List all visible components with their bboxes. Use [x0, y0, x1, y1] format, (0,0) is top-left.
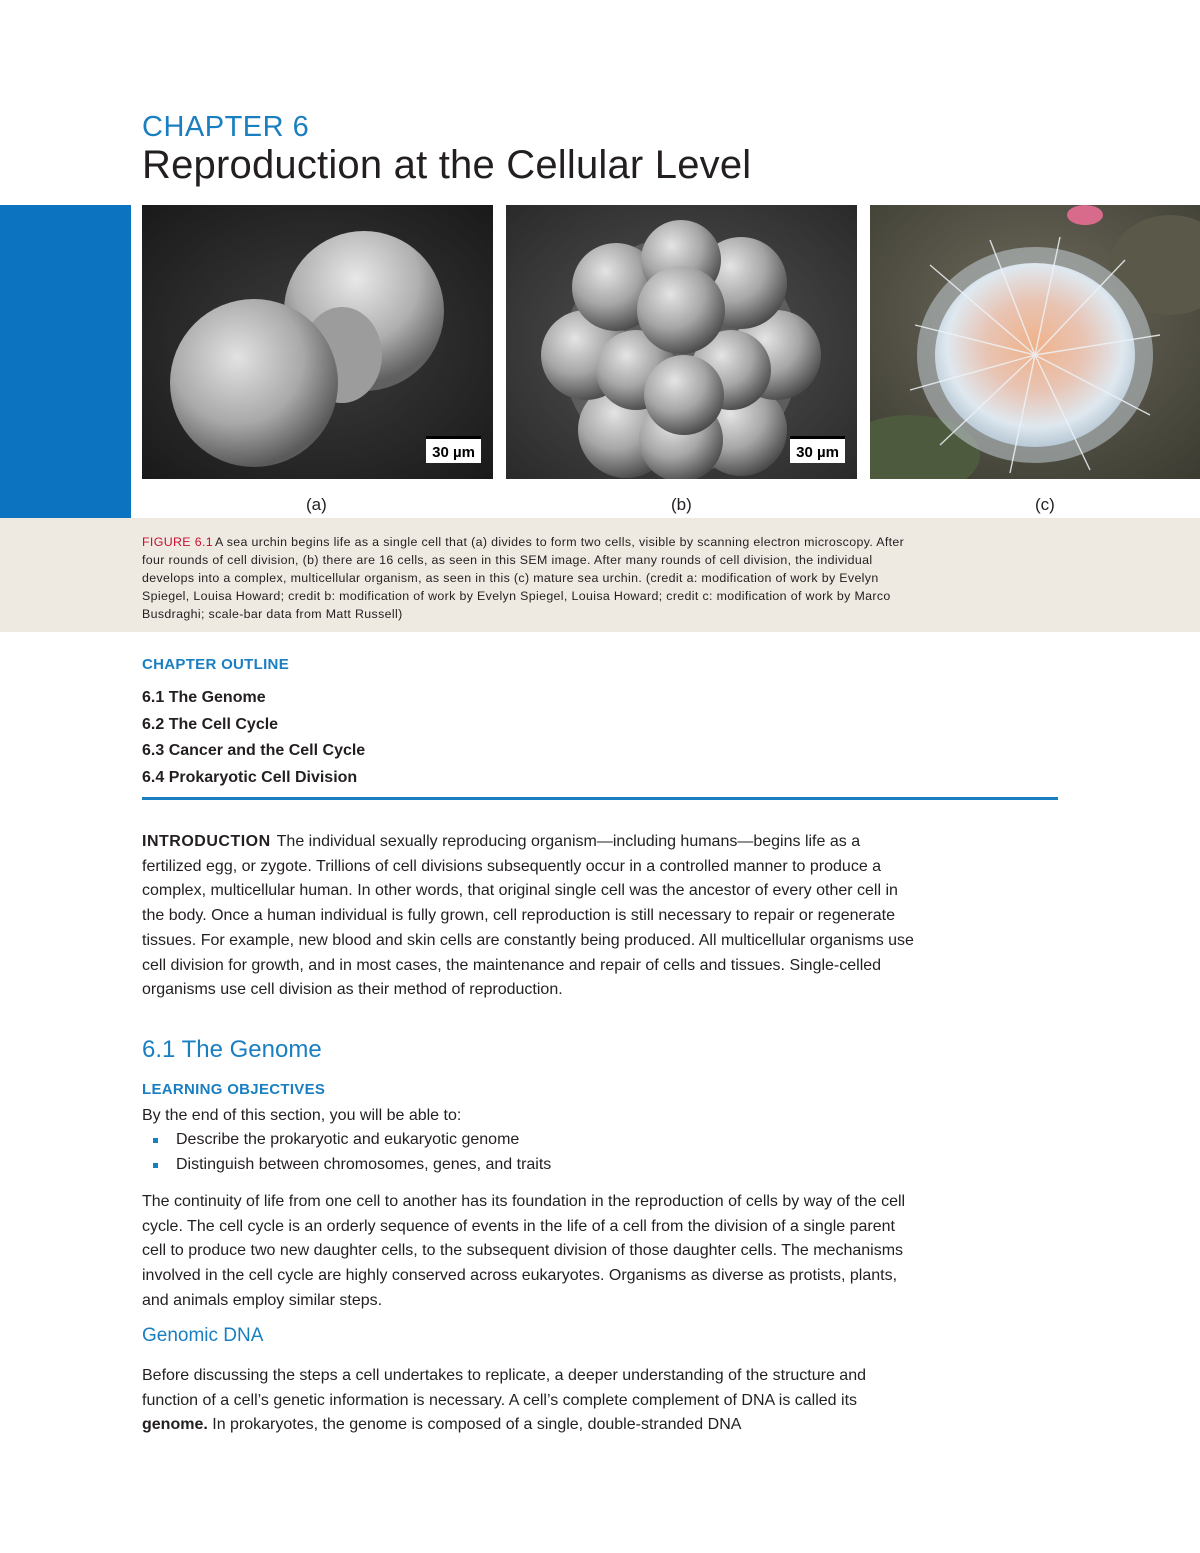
learning-objectives-intro: By the end of this section, you will be able to:: [142, 1107, 462, 1124]
scale-bar: 30 µm: [426, 436, 481, 463]
learning-objective-item: Distinguish between chromosomes, genes, and traits: [152, 1153, 551, 1178]
figure-panel-b-label: (b): [671, 495, 692, 514]
outline-item[interactable]: 6.4 Prokaryotic Cell Division: [142, 768, 358, 786]
learning-objectives-heading: LEARNING OBJECTIVES: [142, 1081, 326, 1098]
chapter-label: CHAPTER 6: [142, 111, 310, 143]
section-title: 6.1 The Genome: [142, 1036, 322, 1063]
figure-panel-c-label: (c): [1035, 495, 1055, 514]
figure-number: FIGURE 6.1: [142, 535, 213, 549]
figure-panel-c-image: [870, 205, 1200, 479]
subsection-title: Genomic DNA: [142, 1325, 264, 1346]
outline-item[interactable]: 6.2 The Cell Cycle: [142, 715, 279, 733]
outline-divider: [142, 797, 1058, 800]
introduction-label: INTRODUCTION: [142, 833, 271, 850]
learning-objectives-list: [152, 1128, 551, 1177]
paragraph-text: Before discussing the steps a cell undertakes to replicate, a deeper understanding of the structure and function of a cell’s genetic information is necessary. A cell’s complete complement of DNA is called its: [142, 1367, 866, 1409]
chapter-outline-list: [142, 685, 365, 791]
figure-panel-b-image: [506, 205, 857, 479]
accent-bar: [0, 205, 131, 518]
scale-bar: 30 µm: [790, 436, 845, 463]
key-term: genome.: [142, 1416, 208, 1434]
subsection-paragraph: [142, 1364, 922, 1438]
introduction-text: The individual sexually reproducing organism—including humans—begins life as a fertilized egg, or zygote. Trillions of cell divisions subsequently occur in a controlled manner to produce a complex, multicellular human. In other words, that original single cell was the ancestor of every other cell in the body. Once a human individual is fully grown, cell reproduction is still necessary to repair or regenerate tissues. For example, new blood and skin cells are constantly being produced. All multicellular organisms use cell division for growth, and in most cases, the maintenance and repair of cells and tissues. Single-celled organisms use cell division as their method of reproduction.: [142, 833, 914, 999]
section-paragraph: The continuity of life from one cell to another has its foundation in the reproduction of cells by way of the cell cycle. The cell cycle is an orderly sequence of events in the life of a cell from the division of a single parent cell to produce two new daughter cells, to the subsequent division of those daughter cells. The mechanisms involved in the cell cycle are highly conserved across eukaryotes. Organisms as diverse as protists, plants, and animals employ similar steps.: [142, 1193, 906, 1309]
paragraph-text: In prokaryotes, the genome is composed of a single, double-stranded DNA: [207, 1416, 742, 1434]
introduction-paragraph: [142, 830, 922, 1003]
figure-panel-a-image: [142, 205, 493, 479]
outline-item[interactable]: 6.3 Cancer and the Cell Cycle: [142, 742, 366, 759]
chapter-outline-heading: CHAPTER OUTLINE: [142, 656, 289, 673]
outline-item[interactable]: 6.1 The Genome: [142, 689, 266, 706]
learning-objective-item: Describe the prokaryotic and eukaryotic genome: [152, 1128, 551, 1153]
figure-caption-text: A sea urchin begins life as a single cell that (a) divides to form two cells, visible by scanning electron microscopy. After four rounds of cell division, (b) there are 16 cells, as seen in this SEM image. After many rounds of cell division, the individual develops into a complex, multicellular organism, as seen in this (c) mature sea urchin. (credit a: modification of work by Evelyn Spiegel, Louisa Howard; credit b: modification of work by Evelyn Spiegel, Louisa Howard; credit c: modification of work by Marco Busdraghi; scale-bar data from Matt Russell): [142, 535, 905, 621]
figure-caption: [142, 533, 912, 623]
chapter-title: Reproduction at the Cellular Level: [142, 143, 752, 187]
figure-panel-a-label: (a): [306, 495, 327, 514]
